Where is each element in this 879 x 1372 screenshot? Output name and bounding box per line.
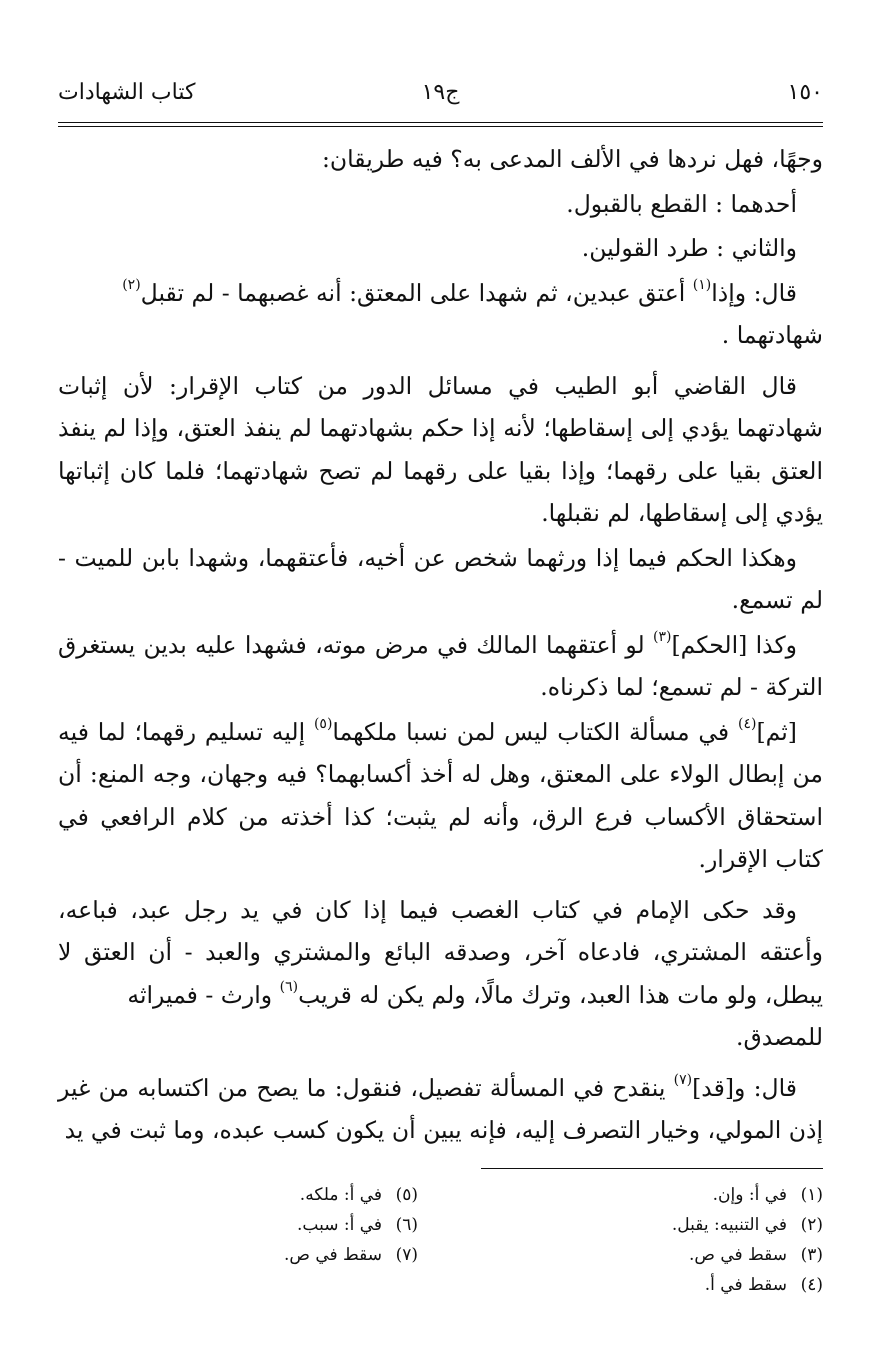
text-run: ينقدح في المسألة تفصيل، فنقول: ما يصح من اكتسابه من غير إذن المولي، وخيار التصرف إليه، فإنه يبين أن يكون كسب عبده، وما ثبت في يد bbox=[58, 1073, 823, 1144]
footnote-text: في أ: ملكه. bbox=[299, 1185, 382, 1205]
paragraph-thumma bbox=[58, 711, 823, 881]
footnote-number: (٥) bbox=[395, 1185, 418, 1205]
text-run: قال: وإذا bbox=[711, 278, 797, 307]
footnote-text: في أ: وإن. bbox=[712, 1185, 787, 1205]
main-text bbox=[58, 138, 823, 1154]
paragraph: شهادتهما . bbox=[721, 321, 823, 349]
book-title: كتاب الشهادات bbox=[58, 80, 196, 105]
page-number: ١٥٠ bbox=[787, 80, 823, 105]
paragraph: أحدهما : القطع بالقبول. bbox=[566, 189, 797, 218]
footnote-ref-1[interactable]: (١) bbox=[692, 276, 712, 293]
footnote-ref-7[interactable]: (٧) bbox=[673, 1071, 693, 1088]
footnote-ref-3[interactable]: (٣) bbox=[653, 628, 672, 645]
footnote-number: (٣) bbox=[800, 1245, 823, 1265]
text-run: قال: و[قد] bbox=[692, 1073, 798, 1102]
text-run: لو أعتقهما المالك في مرض موته، فشهدا عليه بدين يستغرق التركة - لم تسمع؛ لما ذكرناه. bbox=[58, 630, 823, 701]
text-run: وارث - فميراثه bbox=[127, 980, 280, 1009]
header-rule-bottom bbox=[58, 126, 823, 127]
paragraph-qala-1 bbox=[58, 272, 823, 315]
footnote-text: في التنبيه: يقبل. bbox=[671, 1215, 787, 1235]
footnotes bbox=[120, 1180, 823, 1320]
footnote-column-left bbox=[168, 1180, 418, 1270]
paragraph-waqad bbox=[58, 1067, 823, 1152]
footnote-text: سقط في ص. bbox=[283, 1245, 382, 1265]
paragraph-imam bbox=[58, 889, 823, 1017]
footnote-text: سقط في ص. bbox=[688, 1245, 787, 1265]
footnote-number: (٦) bbox=[395, 1215, 418, 1235]
footnote-ref-5[interactable]: (٥) bbox=[313, 715, 333, 732]
paragraph: وهكذا الحكم فيما إذا ورثهما شخص عن أخيه، فأعتقهما، وشهدا بابن للميت - لم تسمع. bbox=[58, 543, 823, 614]
footnote-text: في أ: سبب. bbox=[296, 1215, 382, 1235]
footnote-6 bbox=[168, 1210, 418, 1240]
volume-label: ج١٩ bbox=[421, 80, 460, 105]
running-header bbox=[58, 80, 823, 116]
footnote-number: (٧) bbox=[395, 1245, 418, 1265]
footnote-column-right bbox=[573, 1180, 823, 1300]
paragraph: وجهًا، فهل نردها في الألف المدعى به؟ فيه طريقان: bbox=[321, 145, 823, 173]
text-run: إليه تسليم رقهما؛ لما فيه من إبطال الولاء على المعتق، وهل له أخذ أكسابهما؟ فيه وجهان، وجه المنع: أن استحقاق الأكساب فرع الرق، وأنه لم يثبت؛ كذا أخذته من كلام الرافعي في كتاب الإقرار. bbox=[58, 717, 823, 873]
text-run: وقد حكى الإمام في كتاب الغصب فيما إذا كان في يد رجل عبد، فباعه، وأعتقه المشتري، فادعاه آخر، وصدقه البائع والمشتري والعبد - أن العتق لا يبطل، ولو مات هذا العبد، وترك مالًا، ولم يكن له قريب bbox=[58, 895, 823, 1009]
footnote-number: (٤) bbox=[800, 1275, 823, 1295]
footnote-text: سقط في أ. bbox=[704, 1275, 787, 1295]
header-rule-top bbox=[58, 122, 823, 123]
footnote-ref-4[interactable]: (٤) bbox=[737, 715, 757, 732]
footnote-ref-2[interactable]: (٢) bbox=[122, 276, 141, 293]
text-run: [ثم] bbox=[756, 717, 797, 746]
footnote-5 bbox=[168, 1180, 418, 1210]
footnote-number: (٢) bbox=[800, 1215, 823, 1235]
footnote-4 bbox=[573, 1270, 823, 1300]
text-run: وكذا [الحكم] bbox=[671, 630, 797, 659]
paragraph: والثاني : طرد القولين. bbox=[581, 234, 797, 262]
footnote-3 bbox=[573, 1240, 823, 1270]
footnote-number: (١) bbox=[800, 1185, 823, 1205]
footnote-7 bbox=[168, 1240, 418, 1270]
paragraph-kadha bbox=[58, 624, 823, 709]
text-run: أعتق عبدين، ثم شهدا على المعتق: أنه غصبهما - لم تقبل bbox=[140, 278, 693, 307]
text-run: في مسألة الكتاب ليس لمن نسبا ملكهما bbox=[332, 717, 738, 746]
footnote-separator bbox=[481, 1168, 823, 1169]
paragraph: قال القاضي أبو الطيب في مسائل الدور من كتاب الإقرار: لأن إثبات شهادتهما يؤدي إلى إسقاطها؛ لأنه إذا حكم بشهادتهما لم ينفذ العتق، وإذا لم ينفذ العتق بقيا على رقهما؛ وإذا بقيا على رقهما لم تصح شهادتهما؛ فلما كان إثباتها يؤدي إلى إسقاطها، لم نقبلها. bbox=[58, 371, 823, 527]
paragraph: للمصدق. bbox=[736, 1023, 823, 1051]
footnote-2 bbox=[573, 1210, 823, 1240]
footnote-ref-6[interactable]: (٦) bbox=[279, 978, 299, 995]
footnote-1 bbox=[573, 1180, 823, 1210]
